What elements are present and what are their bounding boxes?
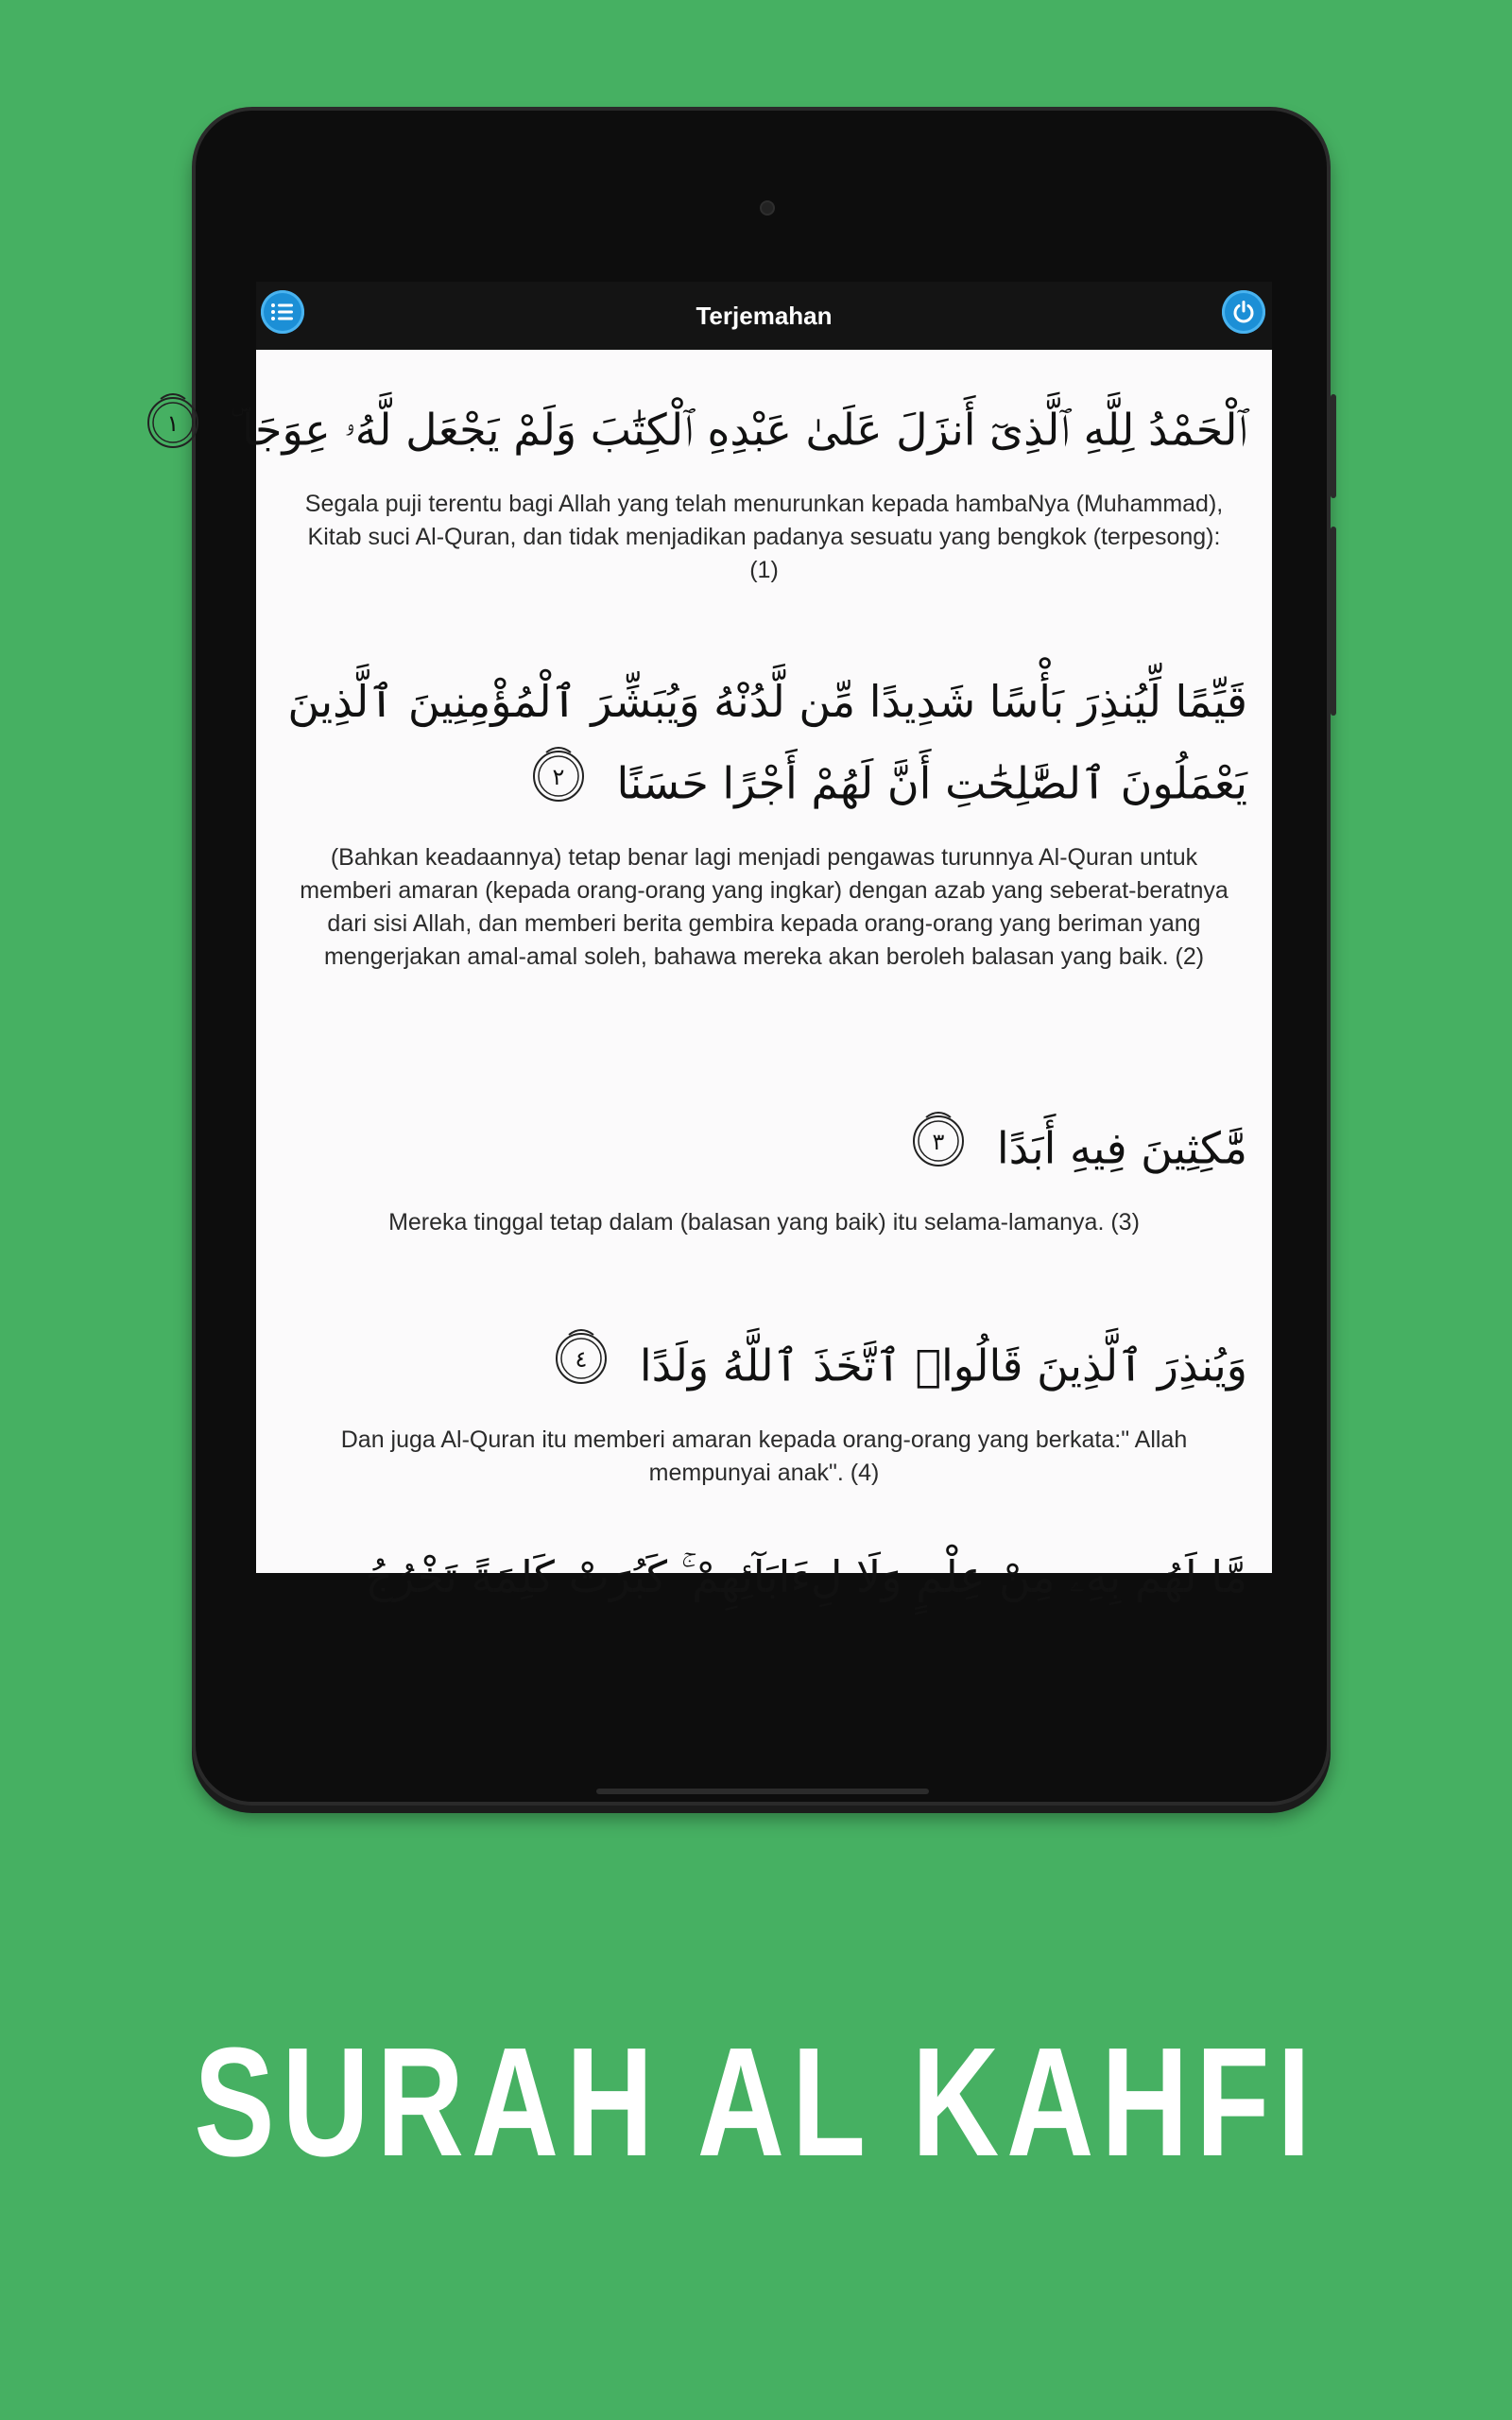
app-screen	[166, 282, 1272, 1602]
app-bar	[256, 282, 1272, 350]
ayah-number-marker	[548, 1323, 614, 1414]
power-icon	[1231, 300, 1256, 324]
arabic-text	[256, 1323, 1272, 1414]
ayah-number: ٤	[575, 1346, 588, 1373]
front-camera	[760, 200, 775, 216]
ayah-number: ٢	[552, 764, 565, 790]
page-title: Terjemahan	[696, 302, 833, 330]
arabic-line: مَّا لَهُم بِهِۦ مِنْ عِلْمٍ وَلَا لِءَابَآئِهِمْ ۚ كَبُرَتْ كَلِمَةً تَخْرُجُ	[365, 1551, 1247, 1602]
verse-item	[166, 388, 1272, 587]
ayah-number-marker	[905, 1106, 971, 1197]
arabic-line: مَّٰكِثِينَ فِيهِ أَبَدًا	[996, 1122, 1247, 1174]
ayah-ornament-icon	[140, 388, 206, 454]
tablet-frame	[166, 107, 1331, 1806]
translation-text: Dan juga Al-Quran itu memberi amaran kepada orang-orang yang berkata:" Allah mempunyai anak". (4)	[340, 1426, 1188, 1486]
arabic-line: وَيُنذِرَ ٱلَّذِينَ قَالُوا۟ ٱتَّخَذَ ٱللَّهُ وَلَدًا	[639, 1340, 1247, 1392]
ayah-number: ١	[166, 410, 180, 437]
ayah-number-marker	[525, 741, 592, 832]
ayah-ornament-icon	[548, 1323, 614, 1390]
arabic-text	[256, 1537, 1272, 1616]
ayah-number-marker	[140, 388, 206, 478]
ayah-ornament-icon	[525, 741, 592, 807]
device-bottom-bar	[596, 1789, 929, 1794]
arabic-line: قَيِّمًا لِّيُنذِرَ بَأْسًا شَدِيدًا مِّن لَّدُنْهُ وَيُبَشِّرَ ٱلْمُؤْمِنِينَ ٱلَّذِينَ	[287, 676, 1247, 727]
ayah-ornament-icon	[905, 1106, 971, 1172]
arabic-line: ٱلْحَمْدُ لِلَّهِ ٱلَّذِىٓ أَنزَلَ عَلَىٰ عَبْدِهِ ٱلْكِتَٰبَ وَلَمْ يَجْعَل لَّهُۥ عِوَجَا ۜ	[231, 404, 1247, 456]
promo-headline: SURAH AL KAHFI	[194, 2015, 1318, 2188]
translation-text: Segala puji terentu bagi Allah yang telah menurunkan kepada hambaNya (Muhammad), Kitab suci Al-Quran, dan tidak menjadikan padanya sesuatu yang bengkok (terpesong): (1)	[304, 491, 1224, 583]
verse-item-partial	[256, 1537, 1272, 1616]
volume-button	[1331, 394, 1336, 498]
verse-item	[256, 1323, 1272, 1490]
arabic-text	[256, 1106, 1272, 1197]
power-button[interactable]	[1222, 290, 1265, 334]
arabic-text	[256, 662, 1272, 832]
translation-text: (Bahkan keadaannya) tetap benar lagi menjadi pengawas turunnya Al-Quran untuk memberi amaran (kepada orang-orang yang ingkar) dengan azab yang seberat-beratnya dari sisi Allah, dan memberi berita gembira kepada orang-orang yang beriman yang mengerjakan amal-amal soleh, bahawa mereka akan beroleh balasan yang baik. (2)	[300, 844, 1228, 970]
translation-text: Mereka tinggal tetap dalam (balasan yang baik) itu selama-lamanya. (3)	[388, 1209, 1140, 1236]
verse-item	[256, 1106, 1272, 1239]
arabic-text	[166, 388, 1272, 478]
ayah-number: ٣	[932, 1129, 945, 1155]
arabic-line: يَعْمَلُونَ ٱلصَّٰلِحَٰتِ أَنَّ لَهُمْ أَجْرًا حَسَنًا	[616, 757, 1247, 809]
verse-list[interactable]	[166, 350, 1272, 1602]
verse-item	[256, 662, 1272, 974]
power-side-button	[1331, 527, 1336, 716]
